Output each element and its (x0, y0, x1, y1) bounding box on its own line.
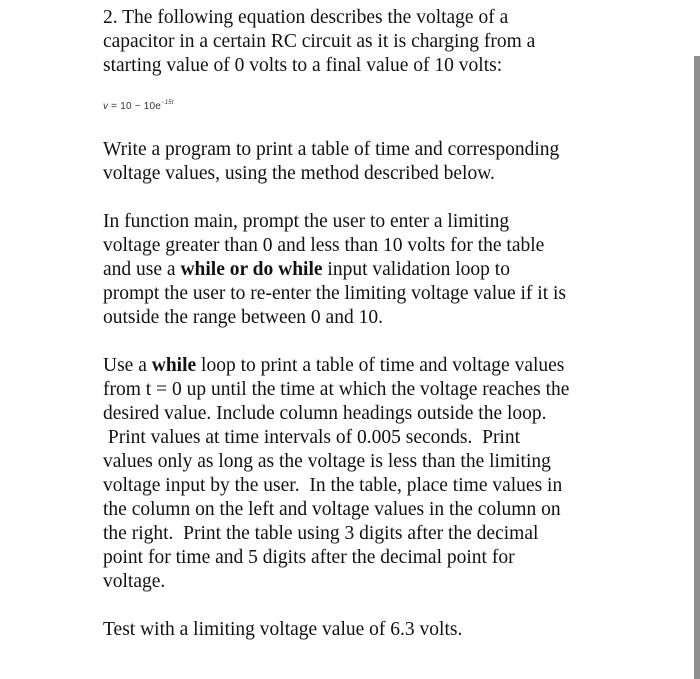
text-segment: input validation loop to (322, 259, 510, 280)
paragraph-line: voltage greater than 0 and less than 10 volts for the table (103, 235, 545, 256)
equation-rhs: = 10 − 10e (108, 101, 162, 112)
paragraph-line: outside the range between 0 and 10. (103, 307, 383, 328)
paragraph-line: prompt the user to re-enter the limiting voltage value if it is (103, 283, 567, 304)
paragraph-line: voltage values, using the method described below. (103, 163, 495, 184)
bold-text: while (151, 355, 197, 376)
paragraph-line: point for time and 5 digits after the decimal point for (103, 547, 515, 568)
paragraph-main-function (103, 210, 613, 330)
question-heading (103, 6, 613, 78)
document-body (103, 6, 613, 642)
paragraph-line: desired value. Include column headings outside the loop. (103, 403, 547, 424)
voltage-equation (103, 96, 613, 114)
heading-line: 2. The following equation describes the voltage of a (103, 7, 509, 28)
paragraph-test (103, 618, 613, 642)
paragraph-line: the column on the left and voltage values in the column on (103, 499, 561, 520)
paragraph-line: Write a program to print a table of time and corresponding (103, 139, 560, 160)
equation-lhs: v (103, 101, 109, 112)
paragraph-line: the right. Print the table using 3 digits after the decimal (103, 523, 539, 544)
paragraph-gap (103, 594, 613, 618)
paragraph-line: voltage input by the user. In the table, place time values in (103, 475, 563, 496)
paragraph-line (103, 354, 613, 378)
paragraph-line: In function main, prompt the user to enter a limiting (103, 211, 510, 232)
paragraph-line: from t = 0 up until the time at which the voltage reaches the (103, 379, 570, 400)
heading-line: capacitor in a certain RC circuit as it is charging from a (103, 31, 536, 52)
vertical-scrollbar[interactable] (694, 56, 700, 679)
paragraph-line: Print values at time intervals of 0.005 seconds. Print (103, 427, 521, 448)
paragraph-while-loop (103, 354, 613, 594)
paragraph-gap (103, 330, 613, 354)
paragraph-line: voltage. (103, 571, 166, 592)
heading-line: starting value of 0 volts to a final value of 10 volts: (103, 55, 503, 76)
bold-text: while or do while (180, 259, 323, 280)
paragraph-line: Test with a limiting voltage value of 6.3 volts. (103, 619, 463, 640)
paragraph-line (103, 258, 613, 282)
paragraph-line: values only as long as the voltage is less than the limiting (103, 451, 551, 472)
text-segment: loop to print a table of time and voltage values (196, 355, 565, 376)
paragraph-intro (103, 138, 613, 186)
text-segment: Use a (103, 355, 152, 376)
equation-exponent: −15t (161, 100, 174, 106)
paragraph-gap (103, 186, 613, 210)
text-segment: and use a (103, 259, 181, 280)
